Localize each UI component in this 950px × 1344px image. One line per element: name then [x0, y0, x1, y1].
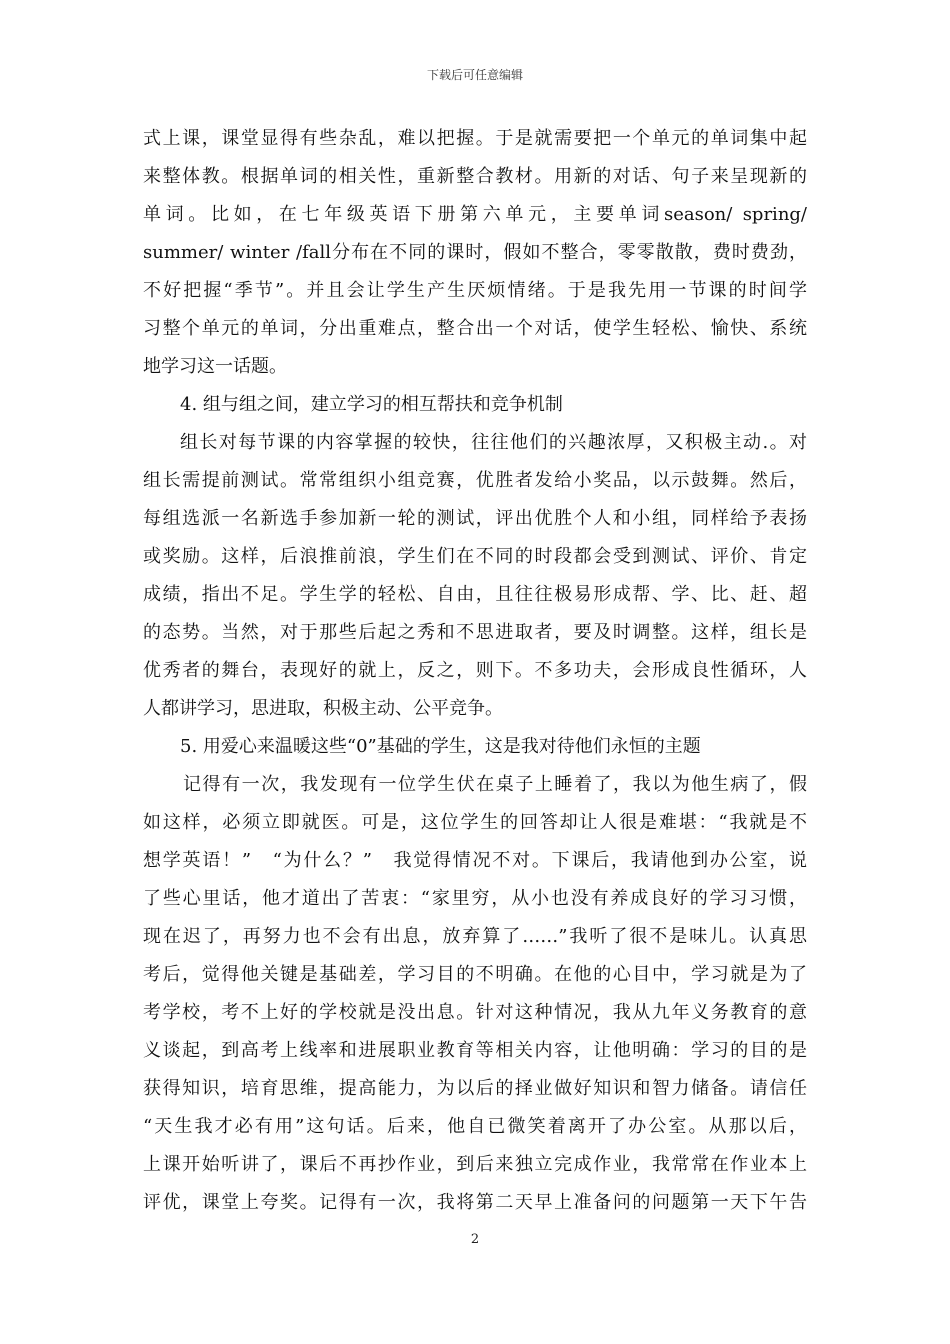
text-line: 地学习这一话题。	[143, 356, 287, 377]
text-line: 单词。比如，在七年级英语下册第六单元，主要单词season/ spring/	[143, 204, 807, 225]
section-heading-5: 5. 用爱心来温暖这些“0”基础的学生，这是我对待他们永恒的主题	[180, 736, 701, 757]
text-line: 式上课，课堂显得有些杂乱，难以把握。于是就需要把一个单元的单词集中起	[143, 128, 807, 149]
text-line: summer/ winter /fall分布在不同的课时，假如不整合，零零散散，费时费劲，	[143, 242, 807, 263]
text-line: 不好把握“季节”。并且会让学生产生厌烦情绪。于是我先用一节课的时间学	[143, 280, 807, 301]
page-header: 下载后可任意编辑	[426, 68, 523, 82]
section-heading-4: 4. 组与组之间，建立学习的相互帮扶和竞争机制	[180, 394, 563, 415]
text-line: “天生我才必有用”这句话。后来，他自已微笑着离开了办公室。从那以后，	[143, 1116, 807, 1137]
text-line: 考后，觉得他关键是基础差，学习目的不明确。在他的心目中，学习就是为了	[143, 964, 807, 985]
text-line: 成绩，指出不足。学生学的轻松、自由，且往往极易形成帮、学、比、赶、超	[143, 584, 807, 605]
text-line: 人都讲学习，思进取，积极主动、公平竞争。	[143, 698, 503, 719]
text-line: 优秀者的舞台，表现好的就上，反之，则下。不多功夫，会形成良性循环，人	[143, 660, 807, 681]
text-line: 了些心里话，他才道出了苦衷：“家里穷，从小也没有养成良好的学习习惯，	[143, 888, 807, 909]
text-line: 习整个单元的单词，分出重难点，整合出一个对话，使学生轻松、愉快、系统	[143, 318, 807, 339]
text-line: 每组选派一名新选手参加新一轮的测试，评出优胜个人和小组，同样给予表扬	[143, 508, 807, 529]
text-line: 评优，课堂上夸奖。记得有一次，我将第二天早上准备问的问题第一天下午告	[143, 1192, 807, 1213]
text-line: 想学英语！” “为什么？” 我觉得情况不对。下课后，我请他到办公室，说	[143, 850, 807, 871]
body-text	[143, 120, 807, 1222]
text-line: 考学校，考不上好的学校就是没出息。针对这种情况，我从九年义务教育的意	[143, 1002, 807, 1023]
text-line: 组长需提前测试。常常组织小组竞赛，优胜者发给小奖品，以示鼓舞。然后，	[143, 470, 807, 491]
text-line: 记得有一次，我发现有一位学生伏在桌子上睡着了，我以为他生病了，假	[183, 774, 807, 795]
text-line: 来整体教。根据单词的相关性，重新整合教材。用新的对话、句子来呈现新的	[143, 166, 807, 187]
page-number: 2	[470, 1232, 480, 1247]
text-line: 的态势。当然，对于那些后起之秀和不思进取者，要及时调整。这样，组长是	[143, 622, 807, 643]
text-line: 现在迟了，再努力也不会有出息，放弃算了……”我听了很不是味儿。认真思	[143, 926, 807, 947]
text-line: 义谈起，到高考上线率和进展职业教育等相关内容，让他明确：学习的目的是	[143, 1040, 807, 1061]
text-line: 组长对每节课的内容掌握的较快，往往他们的兴趣浓厚，又积极主动.。对	[180, 432, 807, 453]
text-line: 如这样，必须立即就医。可是，这位学生的回答却让人很是难堪：“我就是不	[143, 812, 807, 833]
text-line: 上课开始听讲了，课后不再抄作业，到后来独立完成作业，我常常在作业本上	[143, 1154, 807, 1175]
text-line: 获得知识，培育思维，提高能力，为以后的择业做好知识和智力储备。请信任	[143, 1078, 807, 1099]
text-line: 或奖励。这样，后浪推前浪，学生们在不同的时段都会受到测试、评价、肯定	[143, 546, 807, 567]
